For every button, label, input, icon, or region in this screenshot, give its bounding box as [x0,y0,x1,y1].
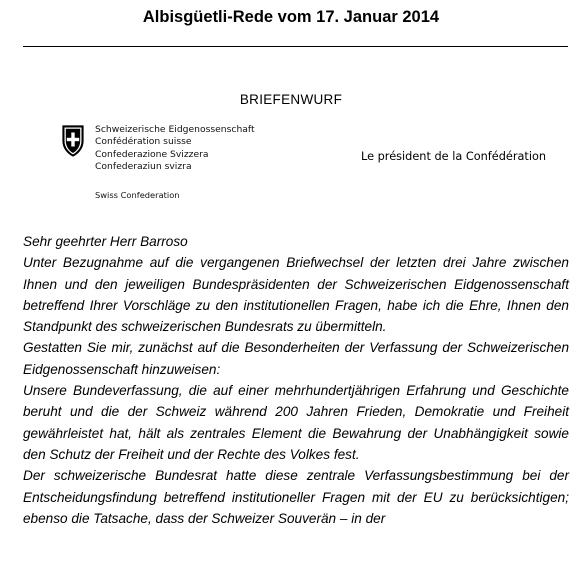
letterhead-name-rm: Confederaziun svizra [95,160,192,172]
document-subtitle: BRIEFENWURF [239,92,343,107]
sender-title: Le président de la Confédération [361,150,547,163]
letterhead-names [95,124,255,173]
letter-paragraph: Der schweizerische Bundesrat hatte diese zentrale Verfassungsbestimmung bei der Entscheidungsfindung betreffend institutioneller Fragen mit der EU zu berücksichtigen; ebenso die Tatsache, dass der Schweizer Souverän – in der [23,468,569,526]
letterhead-name-fr: Confédération suisse [95,136,192,148]
salutation: Sehr geehrter Herr Barroso [23,234,188,249]
swiss-coat-of-arms-icon [61,124,85,158]
letter-paragraph: Gestatten Sie mir, zunächst auf die Besonderheiten der Verfassung der Schweizerischen Eidgenossenschaft hinzuweisen: [23,340,569,377]
letter-body [23,231,569,529]
letterhead-name-en: Swiss Confederation [95,190,180,200]
title-divider [23,46,568,47]
letterhead-name-de: Schweizerische Eidgenossenschaft [95,124,255,135]
document-title: Albisgüetli-Rede vom 17. Januar 2014 [142,8,440,26]
letterhead-name-it: Confederazione Svizzera [95,148,209,160]
letter-paragraph: Unsere Bundeverfassung, die auf einer mehrhundertjährigen Erfahrung und Geschichte beruht und die der Schweiz während 200 Jahren Frieden, Demokratie und Freiheit gewährleistet hat, hält als zentrales Element die Bewahrung der Unabhängigkeit sowie den Schutz der Freiheit und der Rechte des Volkes fest. [23,383,569,462]
letter-paragraph: Unter Bezugnahme auf die vergangenen Briefwechsel der letzten drei Jahre zwischen Ihnen und den jeweiligen Bundespräsidenten der Schweizerischen Eidgenossenschaft betreffend Ihrer Vorschläge zu den institutionellen Fragen, habe ich die Ehre, Ihnen den Standpunkt des schweizerischen Bundesrats zu übermitteln. [23,255,569,335]
